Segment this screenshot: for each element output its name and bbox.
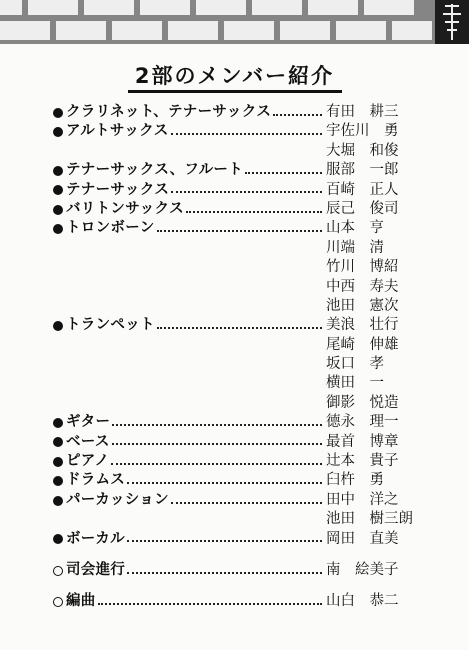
member-name: 德永 理一: [326, 414, 399, 431]
filled-circle-bullet-icon: [53, 321, 63, 331]
member-name: 最首 博章: [326, 433, 399, 450]
filled-circle-bullet-icon: [53, 166, 63, 176]
member-name: 宇佐川 勇: [326, 123, 399, 140]
member-row: [52, 530, 467, 549]
role-cell: [52, 219, 324, 238]
dotted-leader: [273, 114, 322, 116]
member-row: [52, 592, 467, 611]
member-name: 辻本 貴子: [326, 453, 399, 470]
member-row: [52, 316, 467, 335]
member-row: [52, 200, 467, 219]
brick-wall-header: [0, 0, 469, 44]
member-name: 服部 一郎: [326, 162, 399, 179]
dotted-leader: [127, 482, 322, 484]
member-row: [52, 452, 467, 471]
dotted-leader: [157, 327, 322, 329]
dotted-leader: [112, 424, 322, 426]
role-label: テナーサックス、フルート: [66, 162, 244, 179]
dotted-leader: [112, 443, 322, 445]
member-list: [52, 103, 467, 612]
member-row: [52, 161, 467, 180]
member-row-continuation: [52, 297, 467, 316]
dotted-leader: [171, 191, 322, 193]
filled-circle-bullet-icon: [53, 108, 63, 118]
role-cell: [52, 471, 324, 490]
filled-circle-bullet-icon: [53, 224, 63, 234]
member-name: 御影 悦造: [326, 394, 399, 411]
filled-circle-bullet-icon: [53, 476, 63, 486]
member-row: [52, 491, 467, 510]
member-row-continuation: [52, 278, 467, 297]
member-row: [52, 103, 467, 122]
member-row-continuation: [52, 258, 467, 277]
filled-circle-bullet-icon: [53, 127, 63, 137]
open-circle-bullet-icon: [53, 566, 63, 576]
dotted-leader: [245, 172, 322, 174]
role-label: トロンボーン: [66, 220, 155, 237]
dotted-leader: [171, 133, 322, 135]
member-name: 川端 清: [326, 239, 384, 256]
member-row: [52, 181, 467, 200]
role-cell: [52, 433, 324, 452]
filled-circle-bullet-icon: [53, 437, 63, 447]
member-name: 辰己 俊司: [326, 200, 399, 217]
dotted-leader: [127, 540, 322, 542]
role-label: クラリネット、テナーサックス: [66, 104, 272, 120]
dotted-leader: [98, 603, 322, 605]
member-name: 池田 樹三朗: [326, 511, 413, 528]
role-cell: [52, 122, 324, 141]
role-cell: [52, 491, 324, 510]
page-title: 2部のメンバー紹介: [134, 64, 335, 88]
role-label: 編曲: [66, 593, 96, 610]
member-name: 美浪 壮行: [326, 317, 399, 334]
member-row-continuation: [52, 374, 467, 393]
role-label: ベース: [66, 433, 110, 450]
member-name: 百崎 正人: [326, 181, 399, 198]
member-name: 坂口 孝: [326, 356, 384, 373]
filled-circle-bullet-icon: [53, 534, 63, 544]
role-cell: [52, 413, 324, 432]
role-label: ピアノ: [66, 453, 110, 470]
member-name: 大堀 和俊: [326, 142, 399, 159]
dotted-leader: [186, 211, 322, 213]
title-underline: [128, 90, 342, 93]
role-label: バリトンサックス: [66, 200, 184, 217]
dotted-leader: [157, 230, 322, 232]
filled-circle-bullet-icon: [53, 418, 63, 428]
role-label: 司会進行: [66, 561, 126, 578]
role-cell: [52, 561, 324, 580]
role-label: アルトサックス: [66, 123, 169, 140]
filled-circle-bullet-icon: [53, 496, 63, 506]
member-row-continuation: [52, 142, 467, 161]
member-name: 横田 一: [326, 375, 384, 392]
member-name: 池田 憲次: [326, 297, 399, 314]
member-name: 田中 洋之: [326, 491, 399, 508]
role-label: パーカッション: [66, 491, 169, 508]
member-row-continuation: [52, 355, 467, 374]
member-row: [52, 219, 467, 238]
member-name: 竹川 博紹: [326, 259, 399, 276]
member-name: 臼杵 勇: [326, 472, 384, 489]
role-cell: [52, 181, 324, 200]
member-name: 中西 寿夫: [326, 278, 399, 295]
role-cell: [52, 316, 324, 335]
filled-circle-bullet-icon: [53, 457, 63, 467]
member-row: [52, 471, 467, 490]
filled-circle-bullet-icon: [53, 205, 63, 215]
member-row: [52, 561, 467, 580]
member-row-continuation: [52, 336, 467, 355]
corner-ornament: [435, 0, 469, 44]
member-row: [52, 413, 467, 432]
open-circle-bullet-icon: [53, 597, 63, 607]
role-cell: [52, 452, 324, 471]
dotted-leader: [127, 572, 322, 574]
member-row: [52, 122, 467, 141]
member-row-continuation: [52, 394, 467, 413]
role-label: トランペット: [66, 317, 155, 334]
role-label: テナーサックス: [66, 181, 170, 198]
dotted-leader: [171, 502, 322, 504]
role-cell: [52, 200, 324, 219]
role-cell: [52, 592, 324, 611]
role-label: ドラムス: [66, 472, 126, 489]
role-label: ギター: [66, 414, 111, 431]
member-name: 有田 耕三: [326, 104, 399, 120]
member-name: 尾崎 伸雄: [326, 336, 399, 353]
dotted-leader: [111, 463, 322, 465]
role-cell: [52, 161, 324, 180]
filled-circle-bullet-icon: [53, 185, 63, 195]
member-name: 山本 亨: [326, 220, 384, 237]
member-name: 岡田 直美: [326, 530, 399, 547]
member-row: [52, 433, 467, 452]
member-name: 山白 恭二: [326, 593, 399, 610]
role-cell: [52, 530, 324, 549]
member-row-continuation: [52, 510, 467, 529]
role-label: ボーカル: [66, 530, 125, 547]
member-row-continuation: [52, 239, 467, 258]
role-cell: [52, 103, 324, 122]
member-name: 南 絵美子: [326, 561, 399, 578]
